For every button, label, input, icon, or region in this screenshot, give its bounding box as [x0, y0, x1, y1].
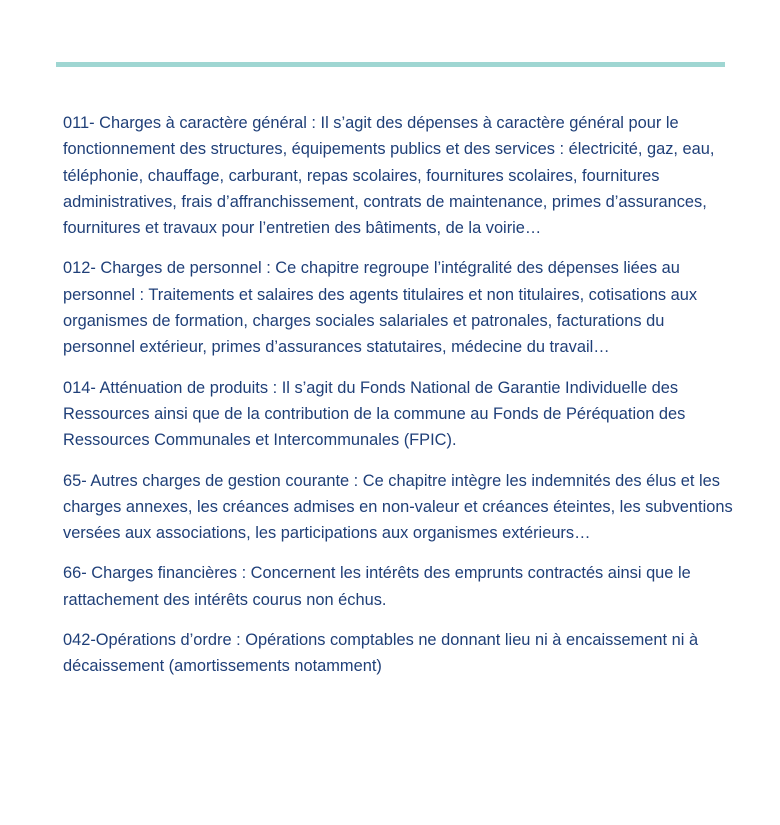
paragraph-042-operations-ordre: 042-Opérations d’ordre : Opérations comptables ne donnant lieu ni à encaissement ni à décaissement (amortissements notamment): [63, 631, 699, 676]
document-body: [63, 110, 735, 694]
paragraph-65-autres-charges: 65- Autres charges de gestion courante : Ce chapitre intègre les indemnités des élus et les charges annexes, les créances admises en non-valeur et créances éteintes, les subventions versées aux associations, les participations aux organismes extérieurs…: [63, 471, 733, 543]
paragraph-014-attenuation-produits: 014- Atténuation de produits : Il s’agit du Fonds National de Garantie Individuelle des Ressources ainsi que de la contribution de la commune au Fonds de Péréquation des Ressources Communales et Intercommunales (FPIC).: [63, 378, 686, 450]
paragraph-66-charges-financieres: 66- Charges financières : Concernent les intérêts des emprunts contractés ainsi que le rattachement des intérêts courus non échus.: [63, 564, 691, 609]
paragraph-012-charges-personnel: 012- Charges de personnel : Ce chapitre regroupe l’intégralité des dépenses liées au personnel : Traitements et salaires des agents titulaires et non titulaires, cotisations aux organismes de formation, charges sociales salariales et patronales, facturations du personnel extérieur, primes d’assurances statutaires, médecine du travail…: [63, 259, 698, 357]
paragraph-011-charges-generales: 011- Charges à caractère général : Il s’agit des dépenses à caractère général pour le fonctionnement des structures, équipements publics et des services : électricité, gaz, eau, téléphonie, chauffage, carburant, repas scolaires, fournitures scolaires, fournitures administratives, frais d’affranchissement, contrats de maintenance, primes d’assurances, fournitures et travaux pour l’entretien des bâtiments, de la voirie…: [63, 114, 715, 238]
top-divider: [56, 62, 725, 67]
